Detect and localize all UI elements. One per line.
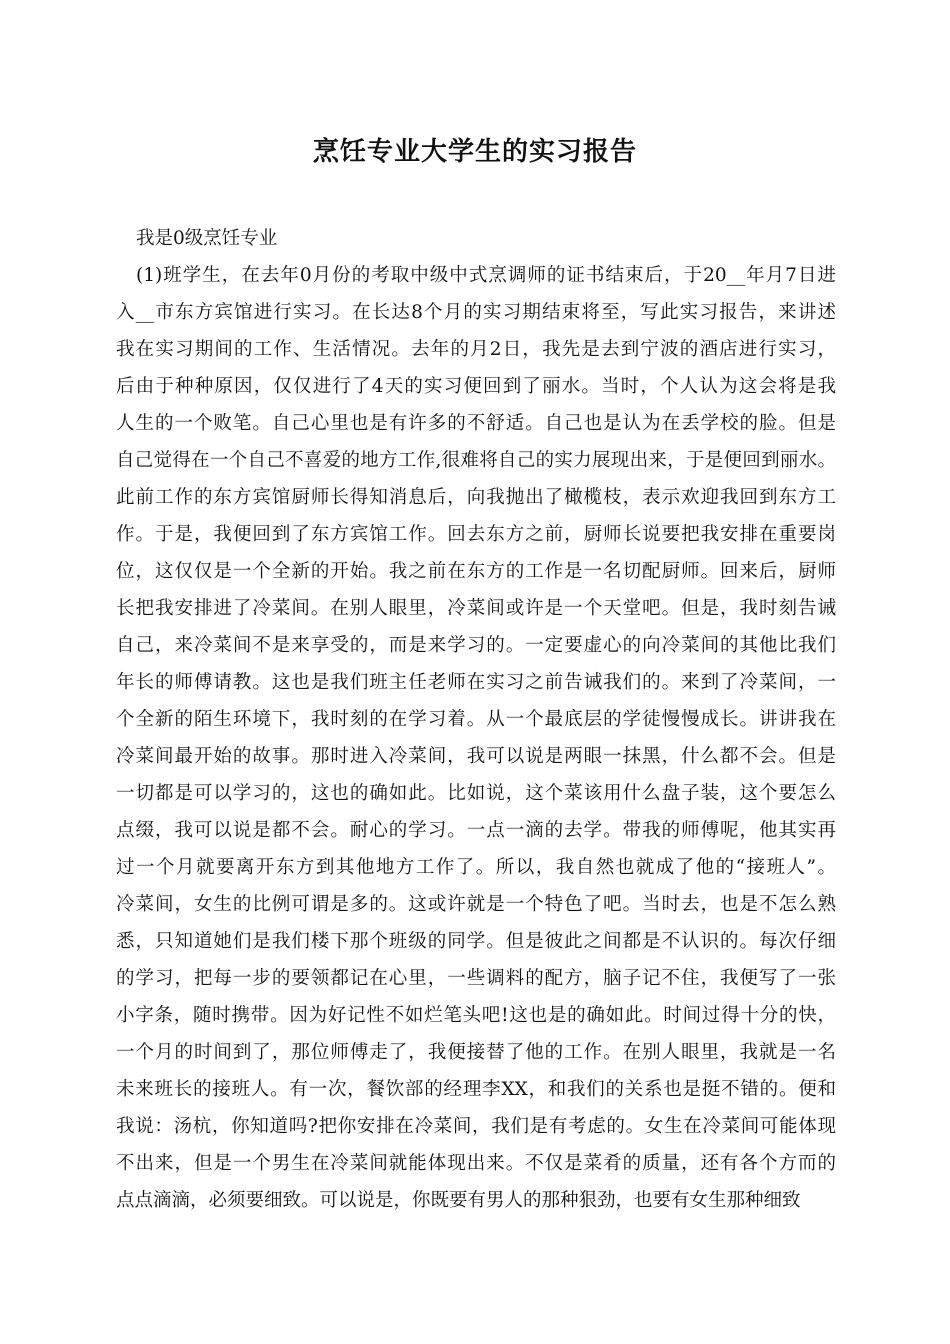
paragraph-line: (1)班学生，在去年0月份的考取中级中式烹调师的证书结束后，于20__年月7日进 [136,265,836,286]
paragraph-line: 小字条，随时携带。因为好记性不如烂笔头吧!这也是的确如此。时间过得十分的快， [116,1005,836,1026]
paragraph-line: 我在实习期间的工作、生活情况。去年的月2日，我先是去到宁波的酒店进行实习， [116,339,836,360]
paragraph-line: 一个月的时间到了，那位师傅走了，我便接替了他的工作。在别人眼里，我就是一名 [116,1042,836,1063]
paragraph-line: 悉，只知道她们是我们楼下那个班级的同学。但是彼此之间都是不认识的。每次仔细 [116,931,836,952]
paragraph-line: 一切都是可以学习的，这也的确如此。比如说，这个菜该用什么盘子装，这个要怎么 [116,783,836,804]
document-body [116,220,836,1219]
paragraph-line: 冷菜间，女生的比例可谓是多的。这或许就是一个特色了吧。当时去，也是不怎么熟 [116,894,836,915]
paragraph-line: 冷菜间最开始的故事。那时进入冷菜间，我可以说是两眼一抹黑，什么都不会。但是 [116,746,836,767]
paragraph-line: 作。于是，我便回到了东方宾馆工作。回去东方之前，厨师长说要把我安排在重要岗 [116,524,836,545]
paragraph-line: 年长的师傅请教。这也是我们班主任老师在实习之前告诫我们的。来到了冷菜间，一 [116,672,836,693]
paragraph-line: 自己，来冷菜间不是来享受的，而是来学习的。一定要虚心的向冷菜间的其他比我们 [116,635,836,656]
paragraph-line: 此前工作的东方宾馆厨师长得知消息后，向我抛出了橄榄枝，表示欢迎我回到东方工 [116,487,836,508]
paragraph-line: 点点滴滴，必须要细致。可以说是，你既要有男人的那种狠劲，也要有女生那种细致 [116,1190,801,1211]
paragraph-line: 人生的一个败笔。自己心里也是有许多的不舒适。自己也是认为在丢学校的脸。但是 [116,413,836,434]
paragraph-line: 个全新的陌生环境下，我时刻的在学习着。从一个最底层的学徒慢慢成长。讲讲我在 [116,709,836,730]
paragraph-line: 的学习，把每一步的要领都记在心里，一些调料的配方，脑子记不住，我便写了一张 [116,968,836,989]
paragraph-line: 未来班长的接班人。有一次，餐饮部的经理李XX，和我们的关系也是挺不错的。便和 [116,1079,836,1100]
paragraph-line: 后由于种种原因，仅仅进行了4天的实习便回到了丽水。当时，个人认为这会将是我 [116,376,836,397]
paragraph-line: 入__市东方宾馆进行实习。在长达8个月的实习期结束将至，写此实习报告，来讲述 [116,302,836,323]
paragraph-line: 自己觉得在一个自己不喜爱的地方工作,很难将自己的实力展现出来，于是便回到丽水。 [116,450,836,471]
document-title: 烹饪专业大学生的实习报告 [312,137,637,167]
paragraph-line: 我是0级烹饪专业 [136,228,278,249]
paragraph-line: 过一个月就要离开东方到其他地方工作了。所以，我自然也就成了他的“接班人”。 [116,857,836,878]
paragraph-line: 我说：汤杭，你知道吗?把你安排在冷菜间，我们是有考虑的。女生在冷菜间可能体现 [116,1116,836,1137]
paragraph-line: 长把我安排进了冷菜间。在别人眼里，冷菜间或许是一个天堂吧。但是，我时刻告诫 [116,598,836,619]
paragraph-line: 位，这仅仅是一个全新的开始。我之前在东方的工作是一名切配厨师。回来后，厨师 [116,561,836,582]
paragraph-line: 点缀，我可以说是都不会。耐心的学习。一点一滴的去学。带我的师傅呢，他其实再 [116,820,836,841]
paragraph-line: 不出来，但是一个男生在冷菜间就能体现出来。不仅是菜肴的质量，还有各个方而的 [116,1153,836,1174]
